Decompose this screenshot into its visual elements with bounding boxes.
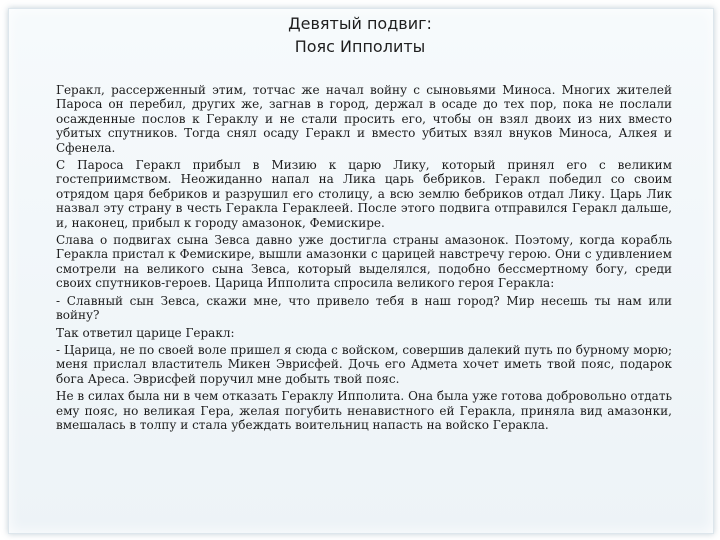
paragraph: С Пароса Геракл прибыл в Мизию к царю Лику, который принял его с великим гостеприимством. Неожиданно напал на Лика царь бебриков. Геракл победил со своим отрядом царя бебриков и разрушил его столицу, а всю землю бебриков отдал Лику. Царь Лик назвал эту страну в честь Геракла Гераклеей. После этого подвига отправился Геракл дальше, и, наконец, прибыл к городу амазонок, Фемискире. <box>56 158 672 230</box>
paragraph: - Славный сын Зевса, скажи мне, что привело тебя в наш город? Мир несешь ты нам или войну? <box>56 293 672 323</box>
slide-body <box>56 83 672 435</box>
paragraph: Геракл, рассерженный этим, тотчас же начал войну с сыновьями Миноса. Многих жителей Пароса он перебил, других же, загнав в город, держал в осаде до тех пор, пока не послали осажденные послов к Гераклу и не стали просить его, чтобы он взял двоих из них вместо убитых спутников. Тогда снял осаду Геракл и вместо убитых взял внуков Миноса, Алкея и Сфенела. <box>56 83 672 155</box>
paragraph: Не в силах была ни в чем отказать Гераклу Ипполита. Она была уже готова добровольно отдать ему пояс, но великая Гера, желая погубить ненавистного ей Геракла, приняла вид амазонки, вмешалась в толпу и стала убеждать воительниц напасть на войско Геракла. <box>56 389 672 432</box>
slide-title-line-1: Девятый подвиг: <box>288 14 432 33</box>
paragraph: Так ответил царице Геракл: <box>56 325 235 340</box>
paragraph: - Царица, не по своей воле пришел я сюда с войском, совершив далекий путь по бурному морю; меня прислал властитель Микен Эврисфей. Дочь его Адмета хочет иметь твой пояс, подарок бога Ареса. Эврисфей поручил мне добыть твой пояс. <box>56 342 672 386</box>
slide-title <box>0 12 720 58</box>
paragraph: Слава о подвигах сына Зевса давно уже достигла страны амазонок. Поэтому, когда корабль Геракла пристал к Фемискире, вышли амазонки с царицей навстречу герою. Они с удивлением смотрели на великого сына Зевса, который выделялся, подобно бессмертному богу, среди своих спутников-героев. Царица Ипполита спросила великого героя Геракла: <box>56 233 672 291</box>
slide-title-line-2: Пояс Ипполиты <box>294 37 426 56</box>
